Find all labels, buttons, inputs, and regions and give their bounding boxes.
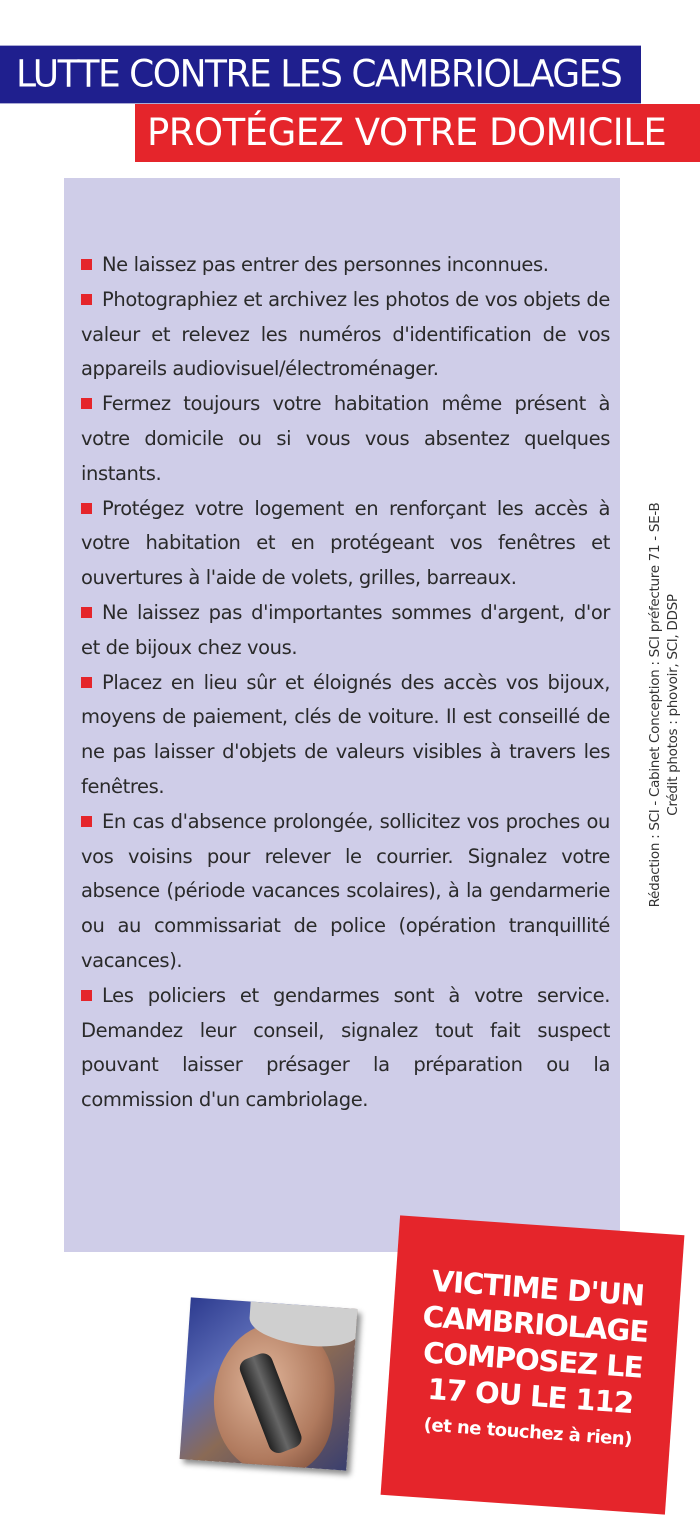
callout-line: 17 OU LE 112 [426,1371,635,1421]
tip-item [81,492,610,596]
callout-line: COMPOSEZ LE [422,1335,644,1385]
callout-line: VICTIME D'UN [430,1263,646,1313]
callout-note: (et ne touchez à rien) [423,1414,633,1451]
tip-text: Ne laissez pas d'importantes sommes d'argent, d'or et de bijoux chez vous. [81,600,610,659]
bullet-square-icon [81,990,92,1001]
credits-line: Crédit photos : phovoir, SCI, DDSP [665,594,681,816]
tip-text: Ne laissez pas entrer des personnes inconnues. [102,253,549,276]
bullet-square-icon [81,677,92,688]
tip-text: Placez en lieu sûr et éloignés des accès vos bijoux, moyens de paiement, clés de voiture. Il est conseillé de ne pas laisser d'objets de valeurs visibles à travers les fenêtres. [81,670,610,798]
tip-item [81,805,610,979]
tip-item [81,248,610,283]
page-title: LUTTE CONTRE LES CAMBRIOLAGES [16,52,622,97]
bullet-square-icon [81,294,92,305]
tip-text: Les policiers et gendarmes sont à votre service. Demandez leur conseil, signalez tout fait suspect pouvant laisser présager la préparation ou la commission d'un cambriolage. [81,983,610,1112]
tip-item [81,666,610,805]
tip-item [81,283,610,387]
tip-text: Fermez toujours votre habitation même présent à votre domicile ou si vous vous absentez quelques instants. [81,392,610,485]
callout-line: CAMBRIOLAGE [421,1299,650,1349]
credits-vertical [646,503,682,908]
bullet-square-icon [81,259,92,270]
person-on-phone-photo [180,1297,358,1470]
tip-item [81,387,610,491]
bullet-square-icon [81,607,92,618]
tips-list [81,248,610,1118]
tip-text: Photographiez et archivez les photos de vos objets de valeur et relevez les numéros d'identification de vos appareils audiovisuel/électroménager. [81,287,610,381]
tip-item [81,979,610,1118]
bullet-square-icon [81,503,92,514]
subtitle-banner [135,104,700,162]
credits-line: Rédaction : SCI - Cabinet Conception : SCI préfecture 71 - SE-B [647,502,663,908]
tip-text: Protégez votre logement en renforçant les accès à votre habitation et en protégeant vos fenêtres et ouvertures à l'aide de volets, grilles, barreaux. [81,496,610,590]
bullet-square-icon [81,816,92,827]
title-banner [0,46,641,104]
tip-text: En cas d'absence prolongée, sollicitez vos proches ou vos voisins pour relever le courrier. Signalez votre absence (période vacances scolaires), à la gendarmerie ou au commissariat de police (opération tranquillité vacances). [81,809,610,972]
tip-item [81,596,610,666]
bullet-square-icon [81,398,92,409]
page-subtitle: PROTÉGEZ VOTRE DOMICILE [147,111,667,154]
emergency-callout [381,1215,685,1514]
